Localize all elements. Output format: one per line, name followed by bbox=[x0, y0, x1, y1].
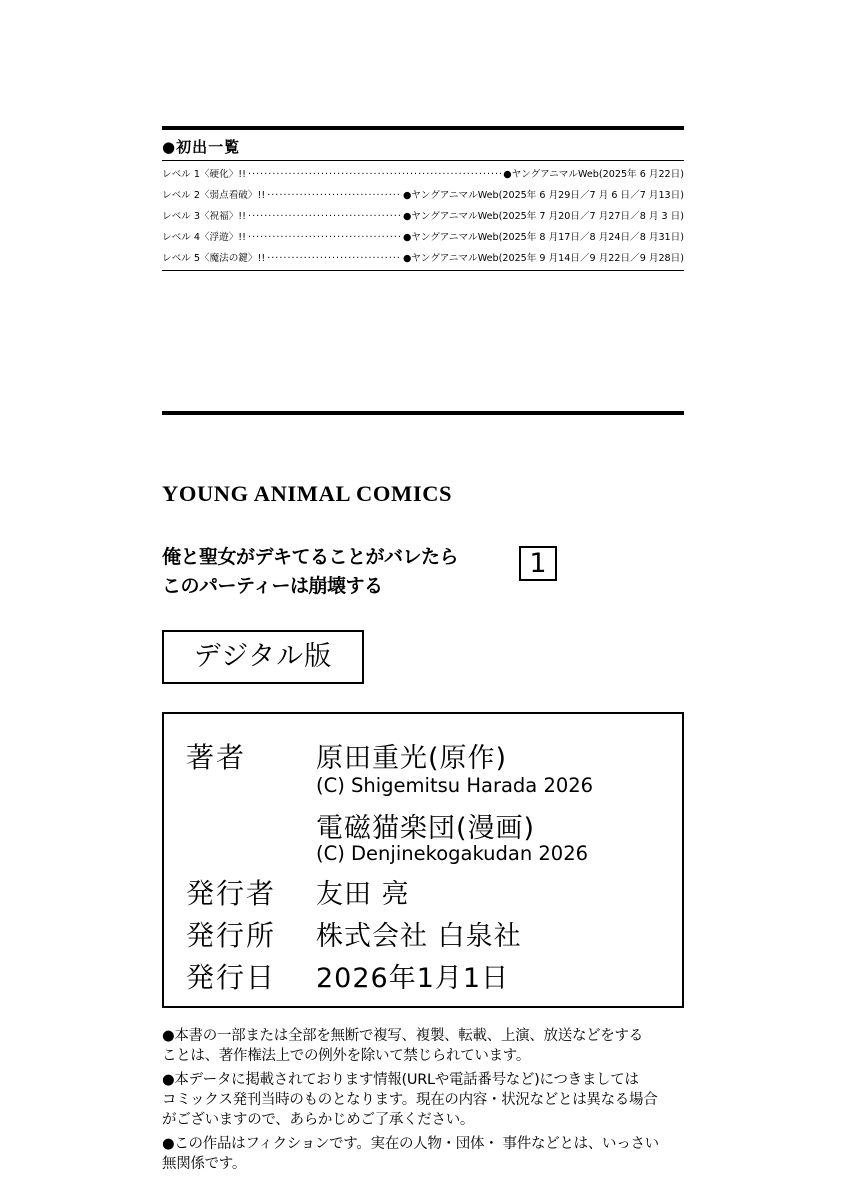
book-title bbox=[162, 543, 458, 601]
publisher-label: 発行所 bbox=[186, 919, 277, 952]
list-item bbox=[162, 187, 684, 208]
pub-level: レベル 5〈魔法の鍵〉!! bbox=[162, 253, 266, 264]
volume-number: 1 bbox=[519, 546, 557, 581]
pub-source: ●ヤングアニマルWeb(2025年 9 月14日／9 月22日／9 月28日) bbox=[402, 253, 684, 264]
notice-fiction: ●この作品はフィクションです。実在の人物・団体・ 事件などとは、いっさい 無関係です。 bbox=[162, 1136, 659, 1172]
publisher-person-label: 発行者 bbox=[186, 877, 277, 910]
publish-date: 2026年1月1日 bbox=[316, 963, 510, 994]
artist-copyright: (C) Denjinekogakudan 2026 bbox=[316, 842, 589, 865]
section-rule bbox=[162, 411, 684, 415]
pub-source: ●ヤングアニマルWeb(2025年 8 月17日／8 月24日／8 月31日) bbox=[402, 232, 684, 243]
pub-source: ●ヤングアニマルWeb(2025年 6 月29日／7 月 6 日／7 月13日) bbox=[402, 190, 684, 201]
pub-level: レベル 4〈浮遊〉!! bbox=[162, 232, 247, 243]
first-publication-list bbox=[162, 166, 684, 271]
author-label: 著者 bbox=[186, 741, 247, 774]
publisher-person: 友田 亮 bbox=[316, 879, 410, 910]
list-item bbox=[162, 229, 684, 250]
notice-copyright: ●本書の一部または全部を無断で複写、複製、転載、上演、放送などをする ことは、著作権法上での例外を除いて禁じられています。 bbox=[162, 1028, 643, 1064]
notice-information: ●本データに掲載されております情報(URLや電話番号など)につきましては コミックス発刊当時のものとなります。現在の内容・状況などとは異なる場合 がございますので、あらかじめご了承ください。 bbox=[162, 1072, 658, 1128]
first-publication-rule bbox=[162, 160, 684, 161]
artist: 電磁猫楽団(漫画) bbox=[316, 813, 536, 844]
pub-level: レベル 3〈祝福〉!! bbox=[162, 211, 247, 222]
top-rule bbox=[162, 126, 684, 130]
pub-level: レベル 2〈弱点看破〉!! bbox=[162, 190, 266, 201]
list-item bbox=[162, 208, 684, 229]
credits-box bbox=[162, 712, 684, 1008]
legal-notices bbox=[162, 1026, 702, 1178]
leader-dots bbox=[248, 232, 401, 243]
leader-dots bbox=[248, 169, 501, 180]
leader-dots bbox=[248, 211, 401, 222]
book-title-line-1: 俺と聖女がデキてることがバレたら bbox=[162, 546, 459, 568]
edition-label: デジタル版 bbox=[162, 630, 364, 684]
publish-date-label: 発行日 bbox=[186, 961, 277, 994]
leader-dots bbox=[267, 253, 401, 264]
list-item bbox=[162, 250, 684, 271]
book-title-line-2: このパーティーは崩壊する bbox=[162, 575, 383, 597]
pub-level: レベル 1〈硬化〉!! bbox=[162, 169, 247, 180]
series-label: YOUNG ANIMAL COMICS bbox=[162, 481, 453, 506]
publisher: 株式会社 白泉社 bbox=[316, 921, 522, 952]
first-publication-bottom-rule bbox=[162, 270, 684, 271]
first-publication-heading: ●初出一覧 bbox=[162, 138, 241, 156]
list-item bbox=[162, 166, 684, 187]
pub-source: ●ヤングアニマルWeb(2025年 7 月20日／7 月27日／8 月 3 日) bbox=[402, 211, 684, 222]
pub-source: ●ヤングアニマルWeb(2025年 6 月22日) bbox=[503, 169, 684, 180]
original-author-copyright: (C) Shigemitsu Harada 2026 bbox=[316, 774, 594, 797]
original-author: 原田重光(原作) bbox=[316, 743, 508, 774]
leader-dots bbox=[267, 190, 401, 201]
